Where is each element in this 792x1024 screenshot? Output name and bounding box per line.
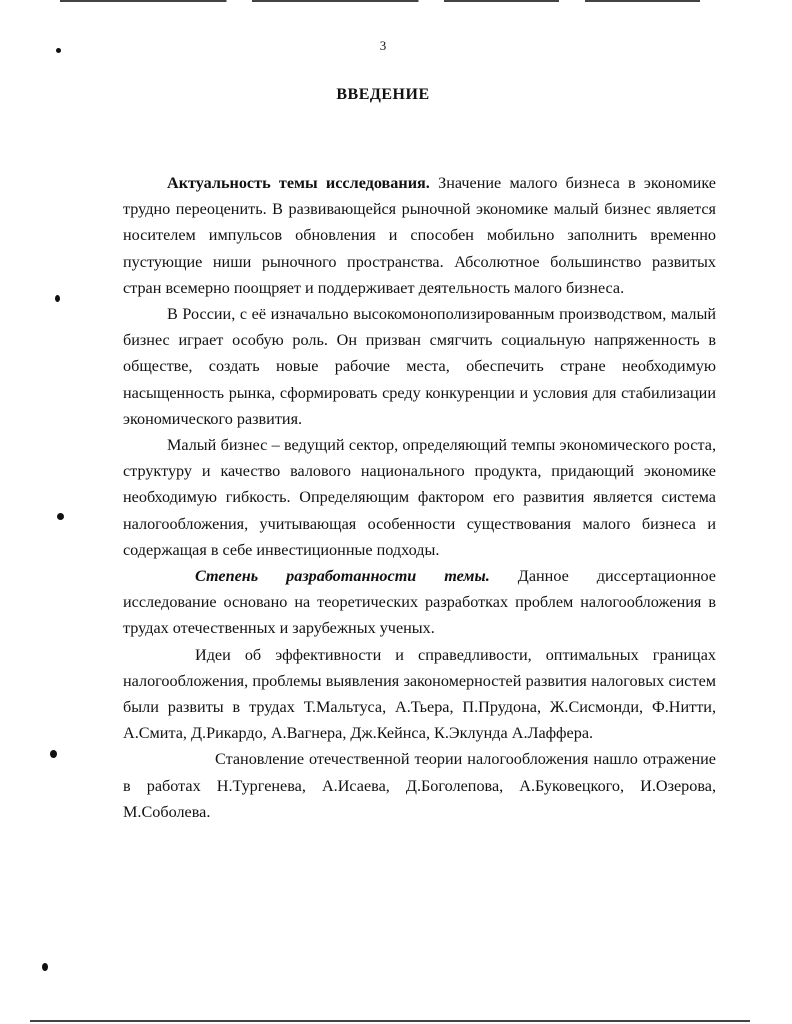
document-body [123, 170, 716, 825]
paragraph-text-degree: Данное диссертационное исследование основано на теоретических разработках проблем налогообложения в трудах отечественных и зарубежных ученых. [123, 567, 716, 638]
paragraph-domestic-theory: Становление отечественной теории налогообложения нашло отражение в работах Н.Тургенева, А.Исаева, Д.Боголепова, А.Буковецкого, И.Озерова, М.Соболева. [123, 750, 716, 821]
paragraph-degree [123, 563, 716, 642]
scan-mark-3 [57, 513, 64, 520]
paragraph-lead-relevance: Актуальность темы исследования. [167, 174, 430, 192]
scan-edge-bottom [30, 1020, 750, 1022]
page-number: 3 [379, 38, 387, 53]
paragraph-russia: В России, с её изначально высокомонополизированным производством, малый бизнес играет особую роль. Он призван смягчить социальную напряженность в обществе, создать новые рабочие места, обеспечить стране необходимую насыщенность рынка, сформировать среду конкуренции и условия для стабилизации экономического развития. [123, 305, 716, 428]
page-title: ВВЕДЕНИЕ [336, 86, 430, 103]
scan-mark-2 [55, 295, 60, 302]
paragraph-lead-degree: Степень разработанности темы. [195, 567, 490, 586]
scan-edge-top [60, 0, 700, 2]
paragraph-relevance [123, 170, 716, 301]
paragraph-text-relevance: Значение малого бизнеса в экономике трудно переоценить. В развивающейся рыночной экономике малый бизнес является носителем импульсов обновления и способен мобильно заполнить временно пустующие ниши рыночного пространства. Абсолютное большинство развитых стран всемерно поощряет и поддерживает деятельность малого бизнеса. [123, 174, 716, 297]
scan-mark-4 [50, 750, 57, 758]
paragraph-small-business: Малый бизнес – ведущий сектор, определяющий темпы экономического роста, структуру и качество валового национального продукта, придающий экономике необходимую гибкость. Определяющим фактором его развития является система налогообложения, учитывающая особенности существования малого бизнеса и содержащая в себе инвестиционные подходы. [123, 436, 716, 559]
paragraph-ideas: Идеи об эффективности и справедливости, оптимальных границах налогообложения, проблемы выявления закономерностей развития налоговых систем были развиты в трудах Т.Мальтуса, А.Тьера, П.Прудона, Ж.Сисмонди, Ф.Нитти, А.Смита, Д.Рикардо, А.Вагнера, Дж.Кейнса, К.Эклунда А.Лаффера. [123, 645, 716, 743]
scan-mark-5 [42, 963, 48, 971]
